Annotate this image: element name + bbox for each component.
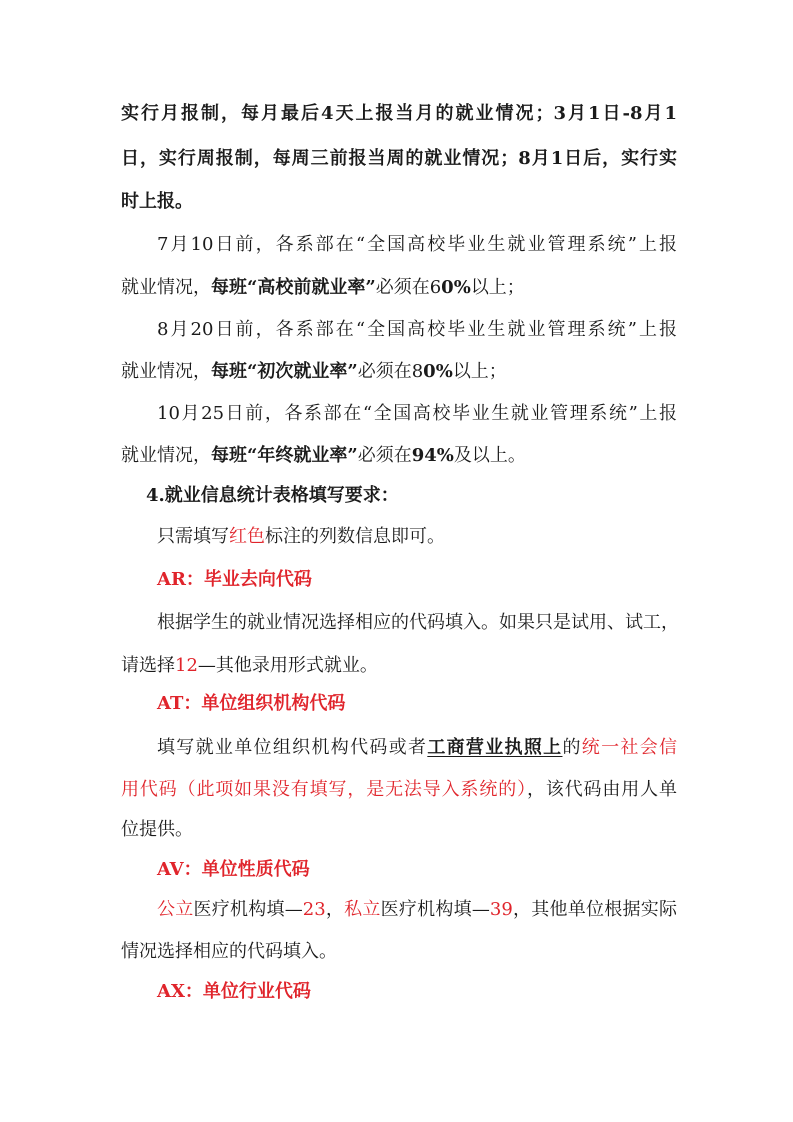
p4-text-a: 就业情况， bbox=[121, 445, 211, 466]
av-line-1: 公立医疗机构填—23，私立医疗机构填—39，其他单位根据实际 bbox=[157, 899, 678, 920]
ax-heading: AX：单位行业代码 bbox=[157, 981, 311, 1002]
p2-text-a: 就业情况， bbox=[121, 277, 211, 298]
ar-code: 12 bbox=[175, 655, 198, 676]
section-4-heading: 4.就业信息统计表格填写要求： bbox=[146, 485, 399, 506]
p4-line-1: 10月25日前，各系部在“全国高校毕业生就业管理系统”上报 bbox=[157, 403, 677, 424]
av-line-2: 情况选择相应的代码填入。 bbox=[121, 941, 337, 962]
p2-text-e: 以上； bbox=[470, 277, 525, 298]
p4-rate-value: 94% bbox=[411, 445, 454, 466]
at-red-term: 统一社会信 bbox=[581, 737, 678, 758]
p2-line-2 bbox=[121, 276, 525, 300]
p1-line-3: 时上报。 bbox=[121, 191, 193, 212]
p4-text-c: 必须在 bbox=[357, 445, 412, 466]
p2-rate-name: 每班“高校前就业率” bbox=[211, 277, 376, 298]
av-heading: AV：单位性质代码 bbox=[157, 859, 310, 880]
p3-text-a: 就业情况， bbox=[121, 361, 211, 382]
ar-line-1: 根据学生的就业情况选择相应的代码填入。如果只是试用、试工， bbox=[157, 612, 679, 633]
p2-line-1: 7月10日前，各系部在“全国高校毕业生就业管理系统”上报 bbox=[157, 234, 677, 255]
ar-heading: AR：毕业去向代码 bbox=[157, 569, 312, 590]
p3-rate-name: 每班“初次就业率” bbox=[211, 361, 358, 382]
p3-line-2 bbox=[121, 360, 507, 384]
p2-text-c: 必须在6 bbox=[375, 277, 442, 298]
at-red-note: 用代码（此项如果没有填写，是无法导入系统的） bbox=[121, 779, 527, 800]
section-4-intro: 只需填写红色标注的列数信息即可。 bbox=[157, 526, 445, 547]
p3-text-c: 必须在8 bbox=[357, 361, 424, 382]
p4-line-2 bbox=[121, 444, 526, 468]
at-line-1: 填写就业单位组织机构代码或者工商营业执照上的统一社会信 bbox=[157, 737, 678, 758]
at-underlined-term: 工商营业执照上 bbox=[427, 737, 563, 758]
at-line-3: 位提供。 bbox=[121, 819, 193, 840]
p3-line-1: 8月20日前，各系部在“全国高校毕业生就业管理系统”上报 bbox=[157, 319, 677, 340]
p2-rate-value: 0% bbox=[441, 277, 471, 298]
p4-text-e: 及以上。 bbox=[453, 445, 526, 466]
ar-line-2: 请选择12—其他录用形式就业。 bbox=[121, 655, 378, 676]
at-heading: AT：单位组织机构代码 bbox=[157, 693, 346, 714]
red-keyword: 红色 bbox=[229, 526, 265, 547]
at-line-2: 用代码（此项如果没有填写，是无法导入系统的），该代码由用人单 bbox=[121, 779, 678, 800]
p3-text-e: 以上； bbox=[452, 361, 507, 382]
p1-line-2: 日，实行周报制，每周三前报当周的就业情况；8月1日后，实行实 bbox=[121, 148, 677, 169]
p3-rate-value: 0% bbox=[423, 361, 453, 382]
p4-rate-name: 每班“年终就业率” bbox=[211, 445, 358, 466]
p1-line-1: 实行月报制，每月最后4天上报当月的就业情况；3月1日-8月1 bbox=[121, 103, 677, 124]
